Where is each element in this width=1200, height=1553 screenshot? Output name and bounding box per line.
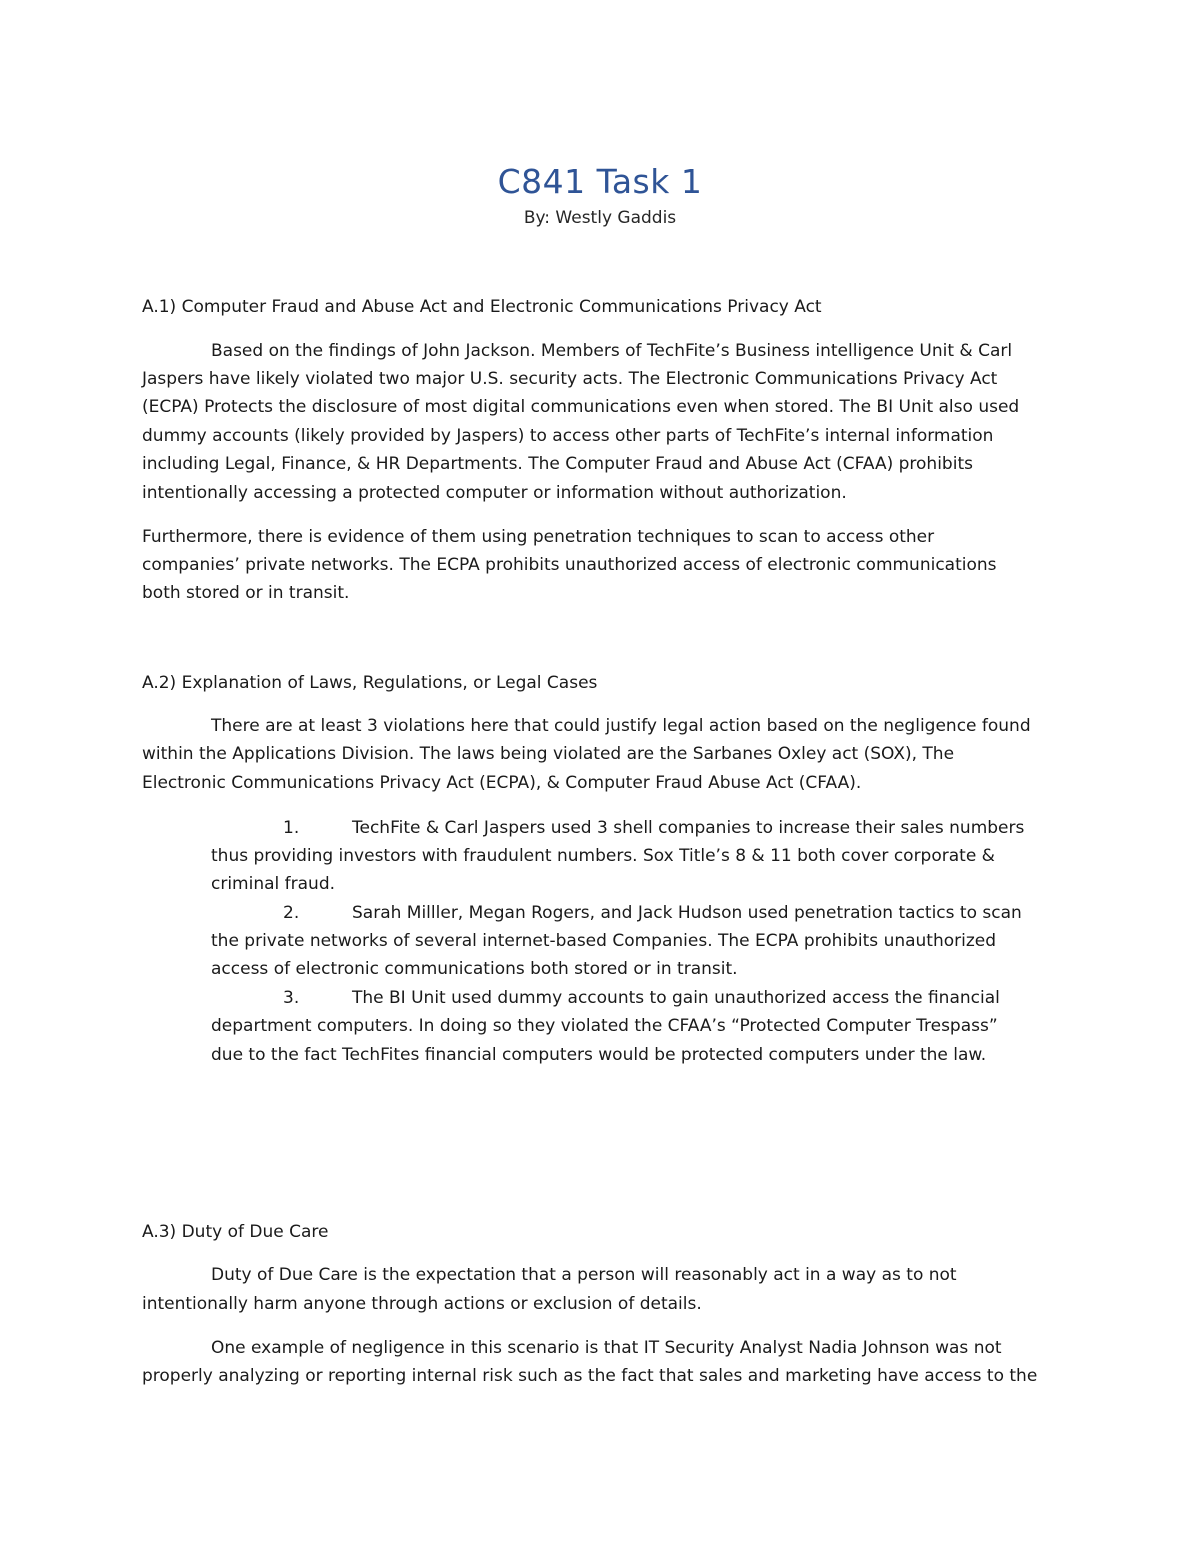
section-a1-heading: A.1) Computer Fraud and Abuse Act and Electronic Communications Privacy Act xyxy=(142,297,822,317)
paragraph-line: Furthermore, there is evidence of them using penetration techniques to scan to access other xyxy=(142,527,935,547)
paragraph-line: within the Applications Division. The laws being violated are the Sarbanes Oxley act (SOX), The xyxy=(142,744,955,764)
list-item-number: 3. xyxy=(283,988,300,1008)
list-item-number: 1. xyxy=(283,818,300,838)
paragraph-line: There are at least 3 violations here that could justify legal action based on the negligence found xyxy=(211,716,1031,736)
paragraph-line: Electronic Communications Privacy Act (ECPA), & Computer Fraud Abuse Act (CFAA). xyxy=(142,773,862,793)
list-item-line: The BI Unit used dummy accounts to gain unauthorized access the financial xyxy=(352,988,1000,1008)
list-item-line: TechFite & Carl Jaspers used 3 shell companies to increase their sales numbers xyxy=(352,818,1025,838)
list-item-line: Sarah Milller, Megan Rogers, and Jack Hudson used penetration tactics to scan xyxy=(352,903,1022,923)
paragraph-line: intentionally accessing a protected computer or information without authorization. xyxy=(142,483,847,503)
list-item-line: due to the fact TechFites financial computers would be protected computers under the law. xyxy=(211,1045,987,1065)
paragraph-line: properly analyzing or reporting internal risk such as the fact that sales and marketing have access to the xyxy=(142,1366,1038,1386)
paragraph-line: companies’ private networks. The ECPA prohibits unauthorized access of electronic communications xyxy=(142,555,997,575)
paragraph-line: (ECPA) Protects the disclosure of most digital communications even when stored. The BI Unit also used xyxy=(142,397,1020,417)
list-item-line: access of electronic communications both stored or in transit. xyxy=(211,959,738,979)
list-item-line: thus providing investors with fraudulent numbers. Sox Title’s 8 & 11 both cover corporate & xyxy=(211,846,995,866)
paragraph-line: including Legal, Finance, & HR Departments. The Computer Fraud and Abuse Act (CFAA) prohibits xyxy=(142,454,973,474)
paragraph-line: both stored or in transit. xyxy=(142,583,350,603)
list-item-line: criminal fraud. xyxy=(211,874,336,894)
paragraph-line: Duty of Due Care is the expectation that a person will reasonably act in a way as to not xyxy=(211,1265,957,1285)
section-a2-heading: A.2) Explanation of Laws, Regulations, or Legal Cases xyxy=(142,673,598,693)
paragraph-line: One example of negligence in this scenario is that IT Security Analyst Nadia Johnson was not xyxy=(211,1338,1002,1358)
list-item-line: department computers. In doing so they violated the CFAA’s “Protected Computer Trespass” xyxy=(211,1016,998,1036)
document-author: By: Westly Gaddis xyxy=(523,208,677,228)
paragraph-line: Based on the findings of John Jackson. Members of TechFite’s Business intelligence Unit & Carl xyxy=(211,341,1013,361)
paragraph-line: Jaspers have likely violated two major U.S. security acts. The Electronic Communications Privacy Act xyxy=(142,369,998,389)
paragraph-line: intentionally harm anyone through actions or exclusion of details. xyxy=(142,1294,702,1314)
list-item-number: 2. xyxy=(283,903,300,923)
paragraph-line: dummy accounts (likely provided by Jaspers) to access other parts of TechFite’s internal information xyxy=(142,426,994,446)
document-title: C841 Task 1 xyxy=(497,162,703,201)
list-item-line: the private networks of several internet-based Companies. The ECPA prohibits unauthorized xyxy=(211,931,997,951)
section-a3-heading: A.3) Duty of Due Care xyxy=(142,1222,329,1242)
